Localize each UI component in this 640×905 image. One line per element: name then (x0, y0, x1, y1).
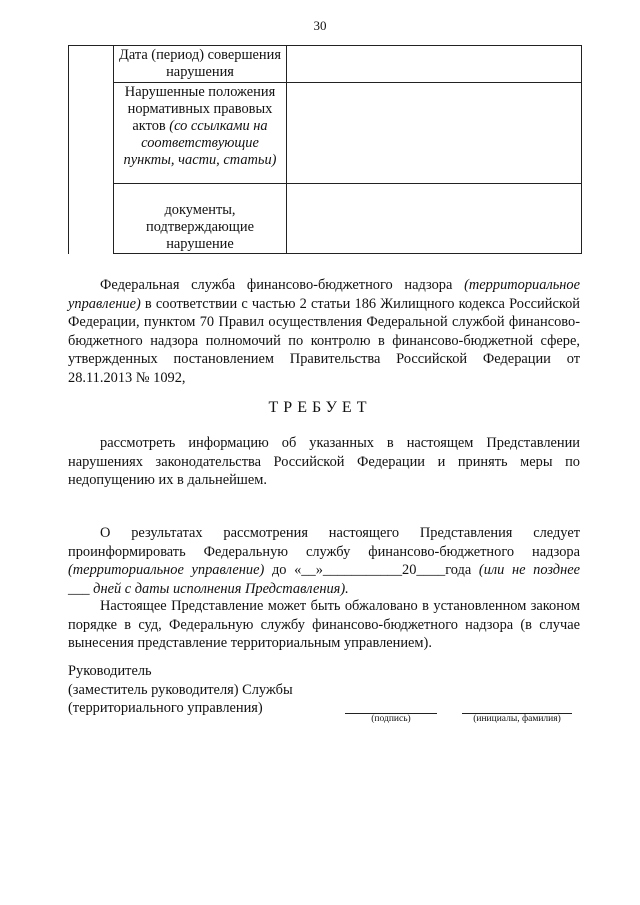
results-deadline-note: (или не позднее ___ дней с даты исполнения Представления). (68, 562, 581, 597)
appeal-paragraph: Настоящее Представление может быть обжаловано в установленном законом порядке в суд, Федеральную службу финансово-бюджетного надзора (в случае вынесения представление территориальным управлением). (68, 598, 580, 651)
signer-title-line2: (заместитель руководителя) Службы (68, 681, 293, 698)
violated-provisions-note: (со ссылками на соответствующие пункты, части, статьи) (123, 118, 277, 168)
name-caption: (инициалы, фамилия) (473, 714, 561, 724)
results-paragraph: О результатах рассмотрения настоящего Представления следует проинформировать Федеральную службу финансово-бюджетного надзора (территориальное управление) до «__»___________20____года (или не позднее ___ дней с даты исполнения Представления). (68, 525, 581, 597)
violations-table (68, 45, 582, 254)
signer-title-line3: (территориального управления) (68, 700, 263, 716)
results-deadline: до «__»___________20____года (271, 562, 472, 578)
signer-block (68, 662, 293, 718)
table-row (69, 184, 582, 254)
demand-paragraph: рассмотреть информацию об указанных в настоящем Представлении нарушениях законодательства Российской Федерации и принять меры по недопущению их в дальнейшем. (68, 435, 580, 488)
demand-heading: ТРЕБУЕТ (268, 399, 372, 416)
table-label-cell (114, 46, 287, 83)
table-label-cell (114, 184, 287, 254)
results-territorial-note: (территориальное управление) (68, 562, 265, 578)
table-number-cell (69, 46, 114, 254)
signer-title-line1: Руководитель (68, 663, 152, 679)
signature-caption: (подпись) (371, 714, 411, 724)
violation-date-label: Дата (период) совершения нарушения (119, 47, 281, 80)
page-number: 30 (313, 18, 327, 33)
violation-date-value (287, 46, 582, 83)
table-row (69, 46, 582, 83)
territorial-office-note: (территориальное управление) (68, 277, 580, 312)
supporting-documents-value (287, 184, 582, 254)
supporting-documents-label: документы, подтверждающие нарушение (146, 202, 254, 252)
table-label-cell (114, 83, 287, 184)
violated-provisions-label: Нарушенные положения нормативных правовых актов (со ссылками на соответствующие пункты, части, статьи) (123, 84, 277, 168)
table-row (69, 83, 582, 184)
intro-paragraph: Федеральная служба финансово-бюджетного надзора (территориальное управление) в соответствии с частью 2 статьи 186 Жилищного кодекса Российской Федерации, пунктом 70 Правил осуществления Федеральной службой финансово-бюджетного надзора полномочий по контролю в финансово-бюджетной сфере, утвержденных постановлением Правительства Российской Федерации от 28.11.2013 № 1092, (68, 277, 580, 386)
violated-provisions-value (287, 83, 582, 184)
